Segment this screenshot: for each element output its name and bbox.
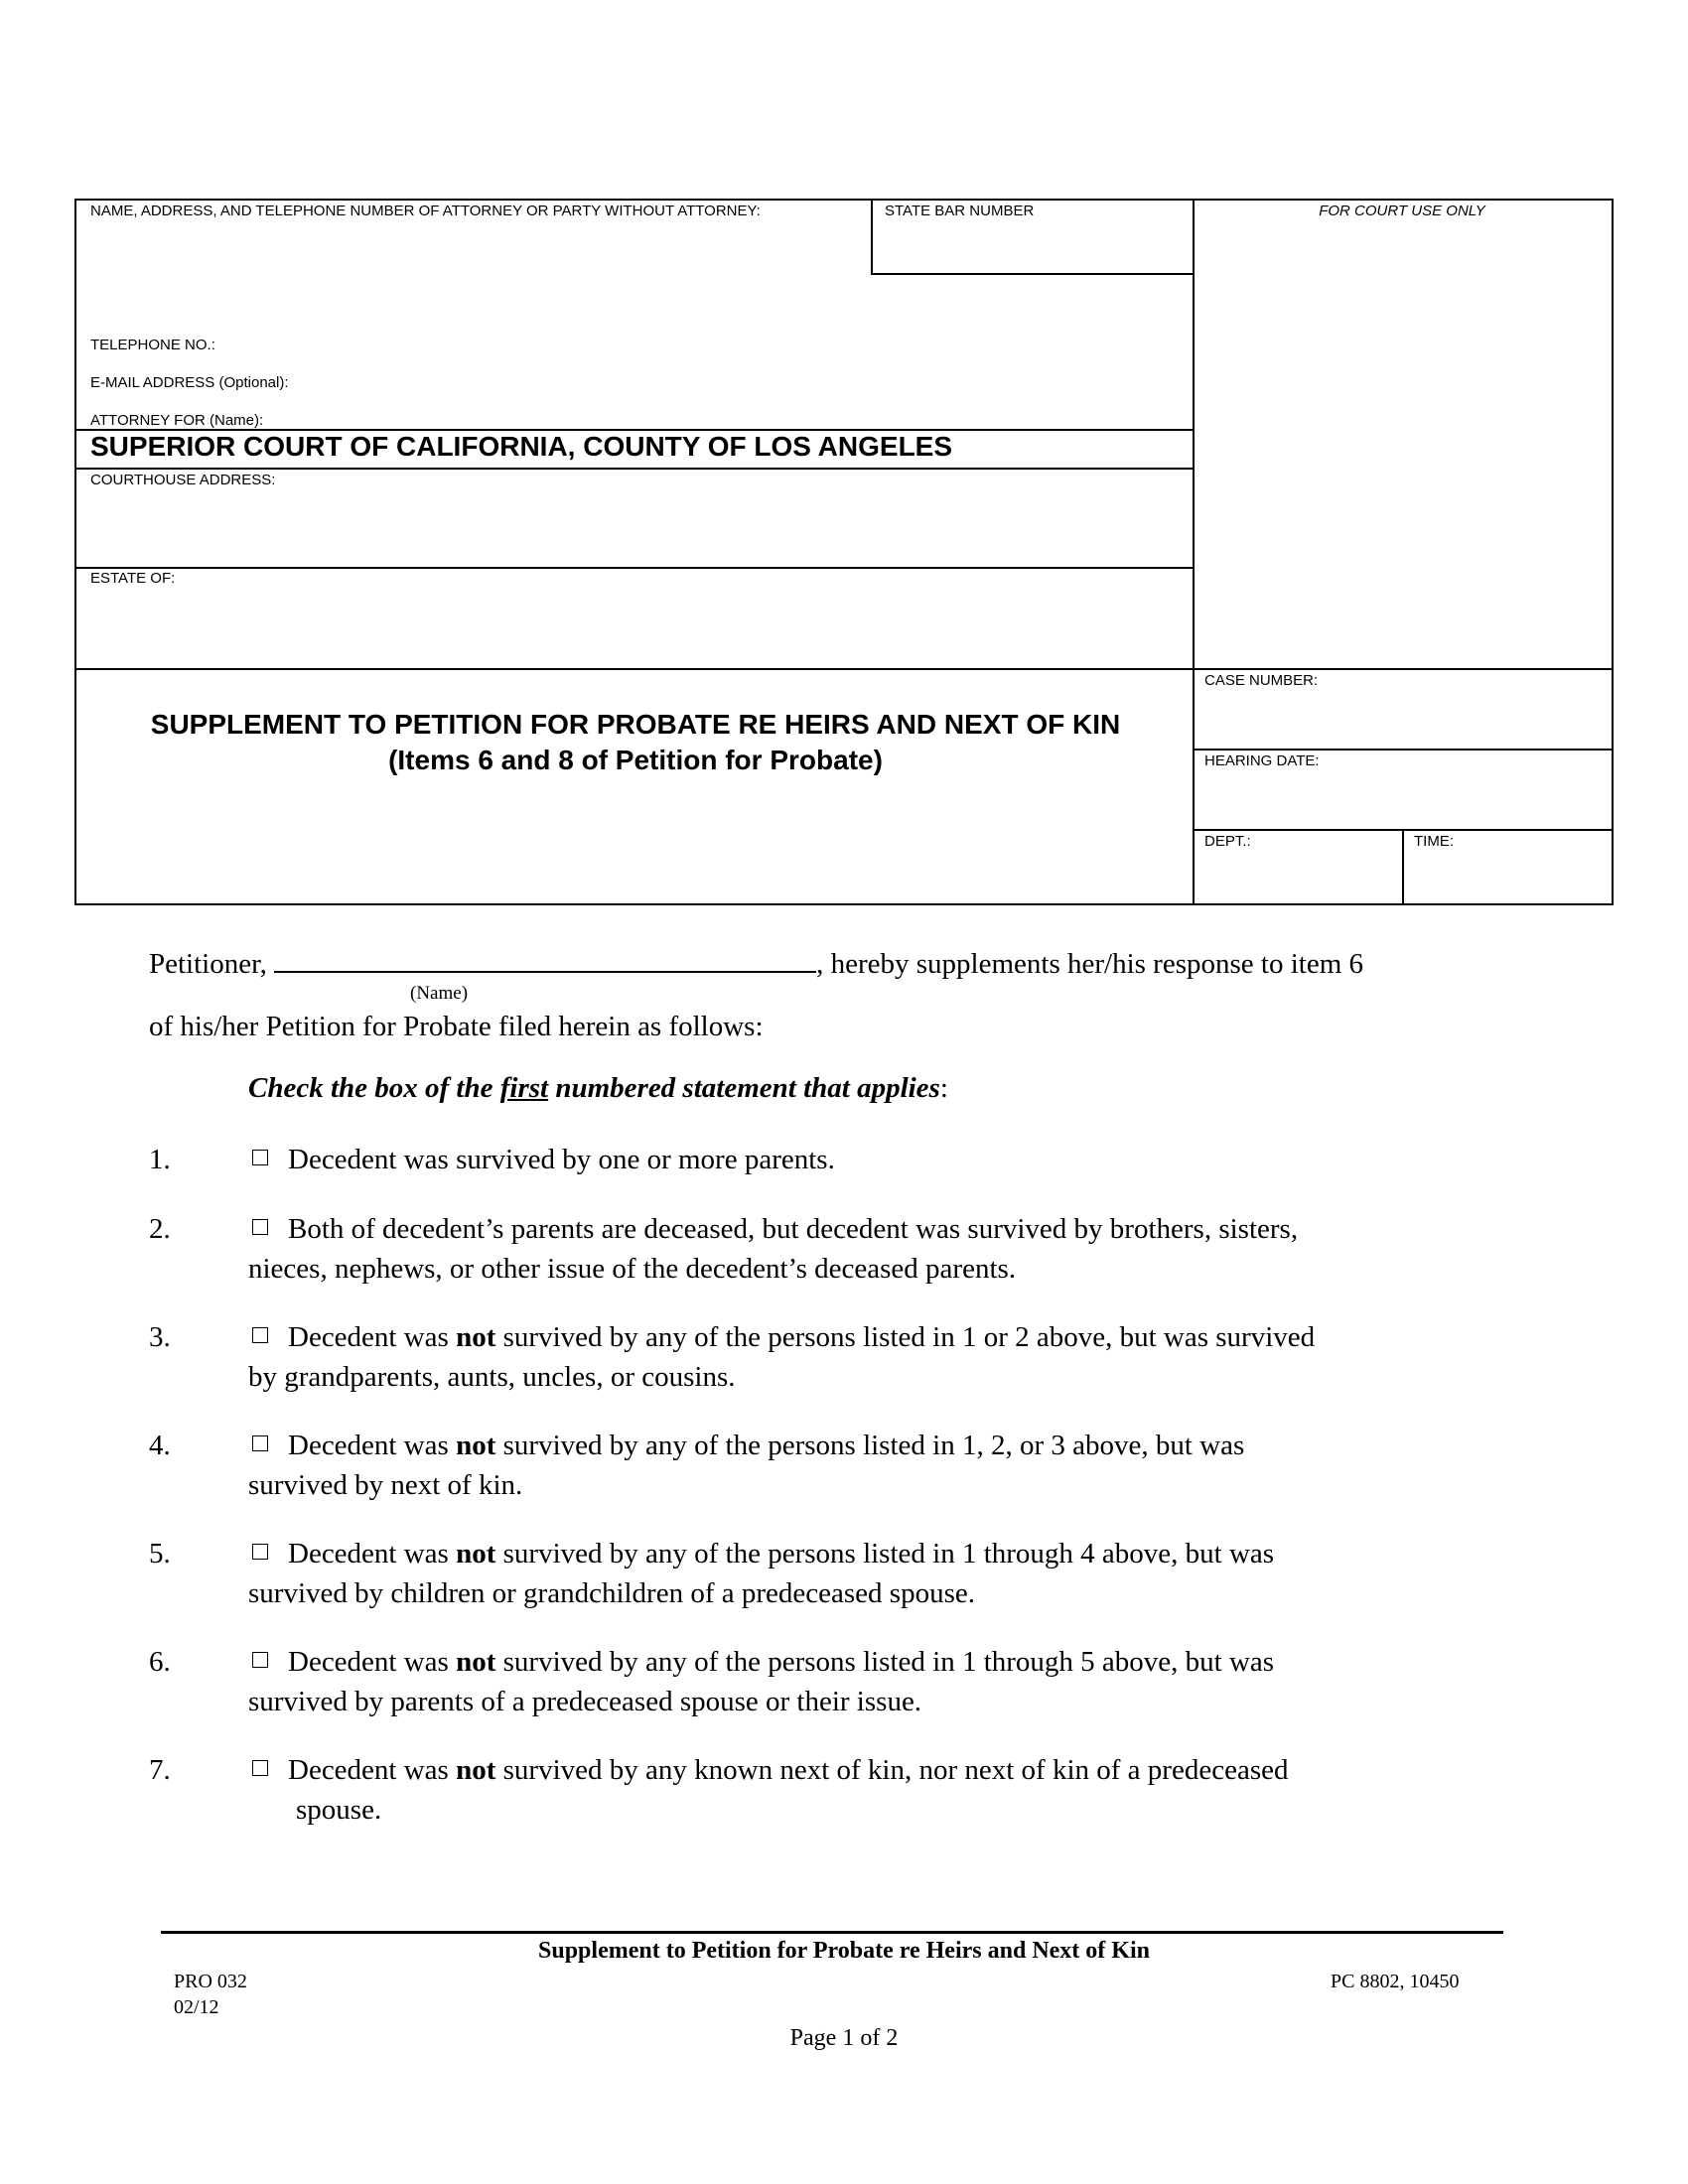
courthouse-label: COURTHOUSE ADDRESS: bbox=[90, 472, 276, 488]
item-text-cont: survived by children or grandchildren of a predeceased spouse. bbox=[248, 1577, 975, 1609]
item-emphasis: not bbox=[456, 1321, 496, 1353]
item-text-cont: spouse. bbox=[296, 1794, 382, 1826]
attorney-for-label: ATTORNEY FOR (Name): bbox=[90, 412, 264, 429]
item-checkbox[interactable] bbox=[252, 1219, 268, 1235]
case-number-divider bbox=[1193, 749, 1612, 751]
item-text-tail: survived by any of the persons listed in 1 through 5 above, but was bbox=[495, 1646, 1275, 1678]
item-number: 1. bbox=[149, 1144, 171, 1175]
item-text-cont: by grandparents, aunts, uncles, or cousins. bbox=[248, 1361, 736, 1393]
footer-rule bbox=[161, 1931, 1503, 1934]
name-caption: (Name) bbox=[410, 983, 469, 1004]
item-number: 6. bbox=[149, 1646, 171, 1678]
petitioner-suffix: , hereby supplements her/his response to item 6 bbox=[816, 948, 1363, 980]
hearing-date-label: HEARING DATE: bbox=[1204, 752, 1320, 769]
instruction-emphasis: first bbox=[499, 1072, 549, 1104]
item-emphasis: not bbox=[456, 1646, 496, 1678]
item-text: Decedent was bbox=[288, 1430, 457, 1461]
code-reference: PC 8802, 10450 bbox=[1331, 1971, 1460, 1992]
footer-title: Supplement to Petition for Probate re Heirs and Next of Kin bbox=[538, 1938, 1150, 1964]
item-number: 5. bbox=[149, 1538, 171, 1570]
petitioner-line bbox=[149, 941, 1363, 984]
item-number: 4. bbox=[149, 1430, 171, 1461]
title-divider bbox=[76, 668, 1612, 670]
petition-line-2: of his/her Petition for Probate filed herein as follows: bbox=[149, 1011, 764, 1042]
item-text-tail: survived by any of the persons listed in 1 through 4 above, but was bbox=[495, 1538, 1275, 1570]
item-text-tail: survived by any of the persons listed in 1 or 2 above, but was survived bbox=[495, 1321, 1316, 1353]
item-checkbox[interactable] bbox=[252, 1150, 268, 1165]
form-date: 02/12 bbox=[174, 1996, 219, 2018]
item-text: Decedent was bbox=[288, 1538, 457, 1570]
court-use-label: FOR COURT USE ONLY bbox=[1319, 203, 1485, 219]
state-bar-box-bottom bbox=[871, 273, 1195, 275]
item-text-tail: survived by any known next of kin, nor next of kin of a predeceased bbox=[495, 1754, 1289, 1786]
dept-label: DEPT.: bbox=[1204, 833, 1251, 850]
estate-label: ESTATE OF: bbox=[90, 570, 176, 587]
petitioner-prefix: Petitioner, bbox=[149, 948, 267, 980]
page-number: Page 1 of 2 bbox=[789, 2025, 899, 2051]
instruction-pre: Check the box of the bbox=[248, 1072, 500, 1104]
item-number: 7. bbox=[149, 1754, 171, 1786]
instruction-colon: : bbox=[939, 1072, 948, 1104]
dept-time-divider bbox=[1402, 829, 1404, 903]
attorney-label: NAME, ADDRESS, AND TELEPHONE NUMBER OF ATTORNEY OR PARTY WITHOUT ATTORNEY: bbox=[90, 203, 761, 219]
item-number: 2. bbox=[149, 1213, 171, 1245]
item-text: Decedent was bbox=[288, 1754, 457, 1786]
item-checkbox[interactable] bbox=[252, 1435, 268, 1451]
item-checkbox[interactable] bbox=[252, 1652, 268, 1668]
item-checkbox[interactable] bbox=[252, 1760, 268, 1776]
item-emphasis: not bbox=[456, 1538, 496, 1570]
item-emphasis: not bbox=[456, 1754, 496, 1786]
caption-divider-vertical bbox=[1193, 201, 1195, 903]
form-number: PRO 032 bbox=[174, 1971, 247, 1992]
case-number-label: CASE NUMBER: bbox=[1204, 672, 1319, 689]
caption-table bbox=[74, 199, 1614, 905]
time-label: TIME: bbox=[1414, 833, 1454, 850]
court-name: SUPERIOR COURT OF CALIFORNIA, COUNTY OF LOS ANGELES bbox=[90, 431, 953, 462]
form-title-line1: SUPPLEMENT TO PETITION FOR PROBATE RE HEIRS AND NEXT OF KIN bbox=[150, 709, 1121, 740]
item-text: Decedent was bbox=[288, 1321, 457, 1353]
item-checkbox[interactable] bbox=[252, 1544, 268, 1560]
item-emphasis: not bbox=[456, 1430, 496, 1461]
item-checkbox[interactable] bbox=[252, 1327, 268, 1343]
item-number: 3. bbox=[149, 1321, 171, 1353]
item-text-cont: survived by parents of a predeceased spouse or their issue. bbox=[248, 1686, 922, 1717]
instruction bbox=[248, 1072, 948, 1105]
telephone-label: TELEPHONE NO.: bbox=[90, 337, 215, 353]
court-band-bottom bbox=[76, 468, 1195, 470]
item-text-tail: survived by any of the persons listed in 1, 2, or 3 above, but was bbox=[495, 1430, 1245, 1461]
form-title-line2: (Items 6 and 8 of Petition for Probate) bbox=[388, 745, 883, 775]
estate-divider bbox=[76, 567, 1195, 569]
item-text: Decedent was survived by one or more parents. bbox=[288, 1144, 835, 1175]
item-text: Both of decedent’s parents are deceased, but decedent was survived by brothers, sisters, bbox=[288, 1213, 1299, 1245]
item-text: Decedent was bbox=[288, 1646, 457, 1678]
email-label: E-MAIL ADDRESS (Optional): bbox=[90, 374, 289, 391]
item-text-cont: survived by next of kin. bbox=[248, 1469, 523, 1501]
instruction-post: numbered statement that applies bbox=[548, 1072, 940, 1104]
state-bar-label: STATE BAR NUMBER bbox=[885, 203, 1035, 219]
item-text-cont: nieces, nephews, or other issue of the decedent’s deceased parents. bbox=[248, 1253, 1017, 1285]
petitioner-name-field[interactable] bbox=[274, 941, 816, 973]
state-bar-box-left bbox=[871, 201, 873, 275]
